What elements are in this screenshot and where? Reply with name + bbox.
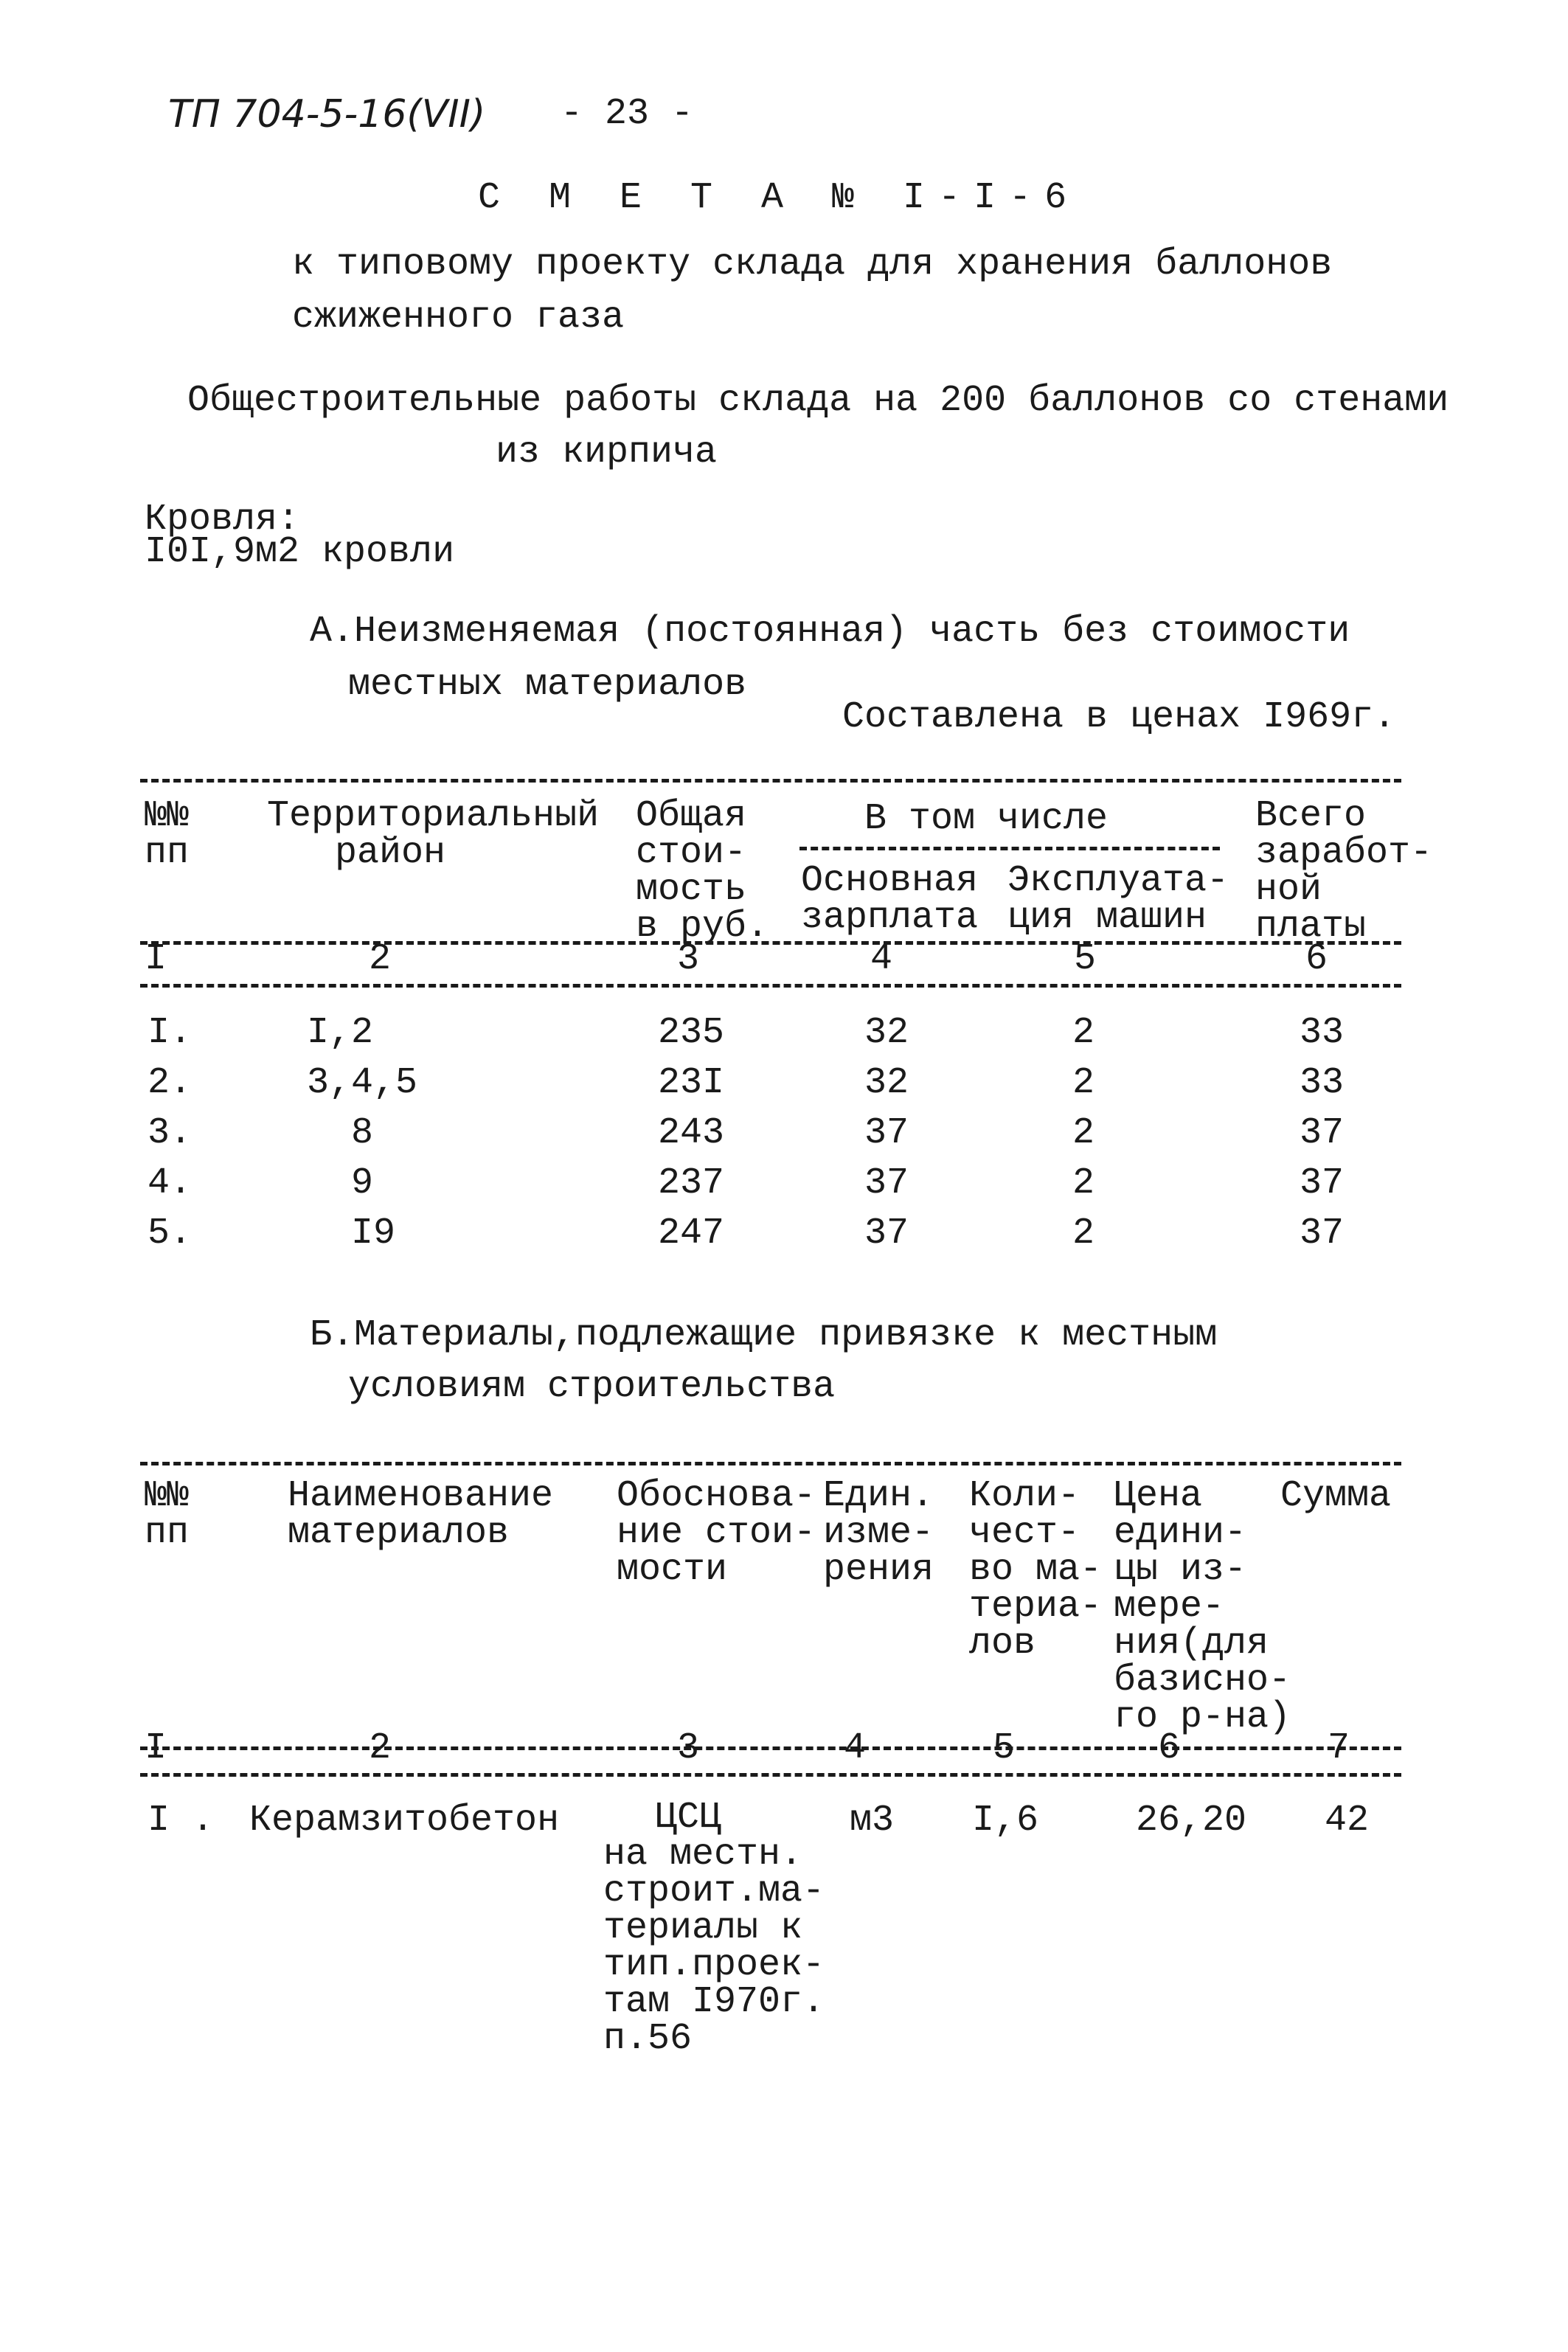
row-total: 237 (658, 1162, 725, 1204)
table-b-top-rule (140, 1462, 1401, 1465)
row-wages: 37 (1300, 1162, 1345, 1204)
table-b-header-num: №№ пп (145, 1475, 190, 1554)
section-a-title-2: местных материалов (348, 664, 747, 706)
row-wage: 37 (864, 1112, 909, 1154)
document-code: ТП 704-5-16(VII) (168, 92, 486, 136)
roof-label: Кровля: (145, 499, 300, 541)
table-b-header-unit: Един. изме- рения (823, 1475, 934, 1591)
table-a-colnum-3: 3 (677, 938, 700, 980)
page-number: - 23 - (561, 93, 694, 135)
table-b-colnum-5: 5 (993, 1727, 1016, 1769)
table-a-colnum-rule (140, 984, 1401, 988)
table-b-colnum-2: 2 (369, 1727, 392, 1769)
row-region: I9 (351, 1213, 396, 1255)
table-a-header-wage: Основная зарплата (801, 860, 979, 939)
table-a-header-num: №№ пп (145, 795, 190, 874)
table-a-colnum-1: I (145, 938, 167, 980)
table-b-colnum-7: 7 (1328, 1727, 1350, 1769)
subtitle-line-1: к типовому проекту склада для хранения баллонов (292, 243, 1333, 285)
table-b-header-basis: Обоснова- ние стои- мости (617, 1475, 816, 1591)
prices-note: Составлена в ценах I969г. (842, 696, 1396, 738)
row-total: 235 (658, 1012, 725, 1054)
row-total: 243 (658, 1112, 725, 1154)
section-b-title-1: Б.Материалы,подлежащие привязке к местным (310, 1314, 1218, 1356)
table-a-colnum-6: 6 (1305, 938, 1328, 980)
table-b-header-sum: Сумма (1280, 1475, 1392, 1517)
table-b-colnum-6: 6 (1158, 1727, 1181, 1769)
row-machines: 2 (1072, 1213, 1095, 1255)
table-b-colnum-rule (140, 1773, 1401, 1777)
work-line-1: Общестроительные работы склада на 200 баллонов со стенами (187, 380, 1449, 422)
row-num: I. (148, 1012, 192, 1054)
table-b-colnum-4: 4 (844, 1727, 867, 1769)
row-num: 3. (148, 1112, 192, 1154)
row-num: 2. (148, 1062, 192, 1104)
table-b-colnum-1: I (145, 1727, 167, 1769)
row-num: I . (148, 1800, 215, 1842)
row-num: 4. (148, 1162, 192, 1204)
document-title: С М Е Т А № I-I-6 (478, 177, 1080, 219)
row-unit: м3 (850, 1800, 895, 1842)
table-a-top-rule (140, 779, 1401, 783)
row-total: 247 (658, 1213, 725, 1255)
table-b-header-rule (140, 1746, 1401, 1750)
table-a-header-including: В том числе (864, 798, 1109, 840)
table-b-header-name: Наименование материалов (288, 1475, 554, 1554)
row-name: Керамзитобетон (249, 1800, 560, 1842)
row-wages: 33 (1300, 1062, 1345, 1104)
table-a-colnum-4: 4 (870, 938, 893, 980)
row-qty: I,6 (972, 1800, 1039, 1842)
work-line-2: из кирпича (496, 431, 718, 473)
table-b-header-qty: Коли- чест- во ма- териа- лов (969, 1475, 1103, 1665)
table-a-including-rule (799, 847, 1220, 850)
row-machines: 2 (1072, 1112, 1095, 1154)
row-wage: 37 (864, 1162, 909, 1204)
row-total: 23I (658, 1062, 725, 1104)
table-b-header-price: Цена едини- цы из- мере- ния(для базисно- го р-на) (1114, 1475, 1291, 1738)
row-region: 9 (351, 1162, 374, 1204)
row-basis: ЦСЦ на местн. строит.ма- териалы к тип.проек- там I970г. п.56 (603, 1797, 825, 2060)
table-a-header-total: Общая стои- мость в руб. (636, 795, 769, 948)
section-a-title-1: А.Неизменяемая (постоянная) часть без стоимости (310, 611, 1350, 653)
row-wage: 32 (864, 1062, 909, 1104)
row-region: 3,4,5 (307, 1062, 418, 1104)
row-wage: 32 (864, 1012, 909, 1054)
row-region: 8 (351, 1112, 374, 1154)
row-wages: 37 (1300, 1112, 1345, 1154)
table-a-header-machines: Эксплуата- ция машин (1007, 860, 1229, 939)
row-machines: 2 (1072, 1062, 1095, 1104)
row-price: 26,20 (1136, 1800, 1247, 1842)
row-machines: 2 (1072, 1162, 1095, 1204)
subtitle-line-2: сжиженного газа (292, 296, 625, 339)
table-a-colnum-5: 5 (1074, 938, 1097, 980)
table-a-header-total-wages: Всего заработ- ной платы (1255, 795, 1433, 948)
row-machines: 2 (1072, 1012, 1095, 1054)
table-b-colnum-3: 3 (677, 1727, 700, 1769)
row-wage: 37 (864, 1213, 909, 1255)
row-region: I,2 (307, 1012, 374, 1054)
roof-measure: I0I,9м2 кровли (145, 531, 455, 573)
row-num: 5. (148, 1213, 192, 1255)
row-sum: 42 (1325, 1800, 1370, 1842)
table-a-colnum-2: 2 (369, 938, 392, 980)
table-a-header-rule (140, 941, 1401, 945)
row-wages: 37 (1300, 1213, 1345, 1255)
row-wages: 33 (1300, 1012, 1345, 1054)
section-b-title-2: условиям строительства (348, 1366, 836, 1408)
table-a-header-region: Территориальный район (267, 795, 600, 874)
